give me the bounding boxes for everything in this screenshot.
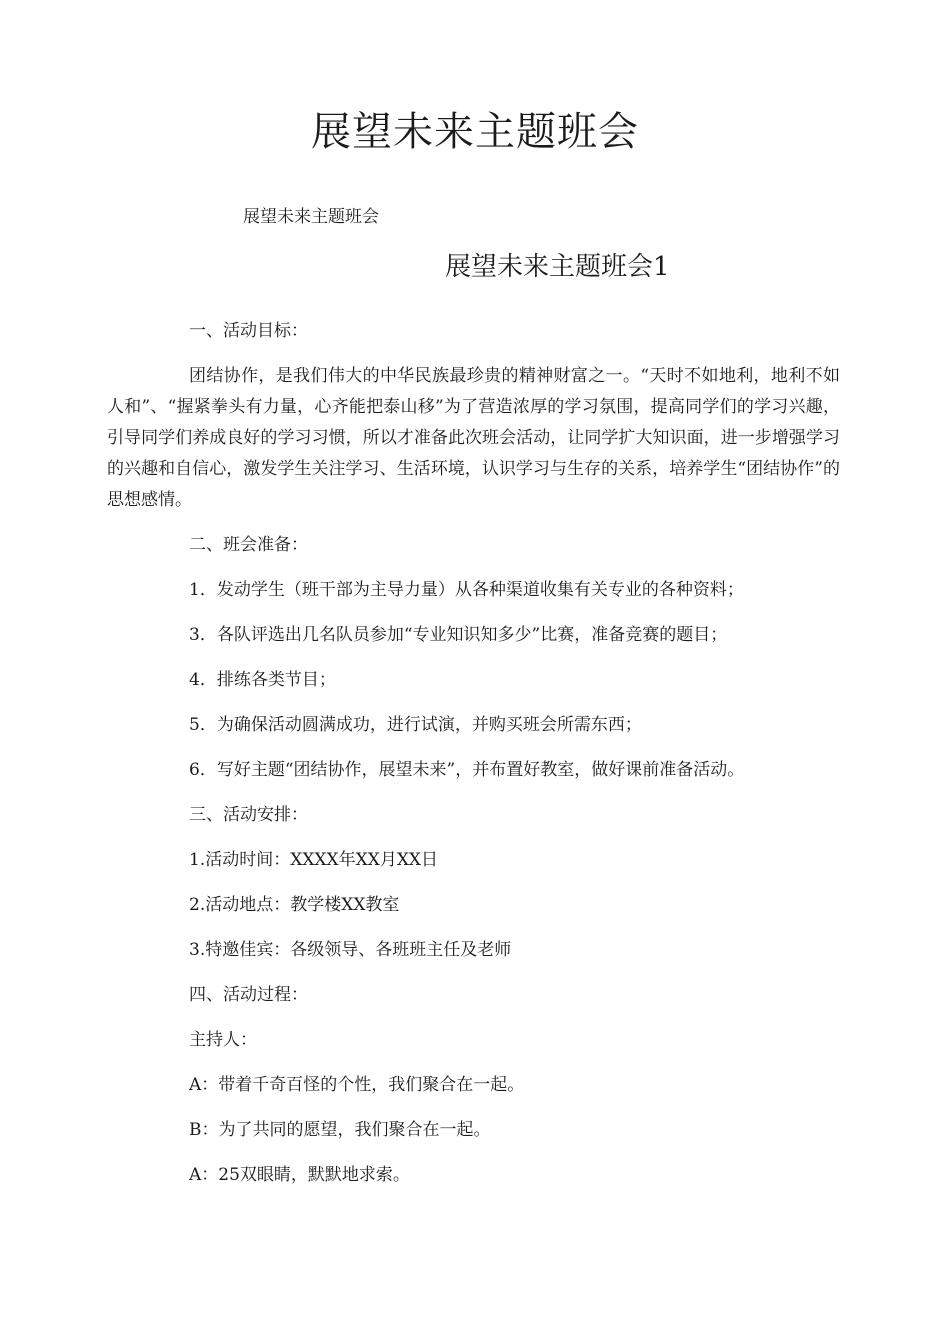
heading-activity-goal: 一、活动目标： [189,321,308,341]
dialogue-line: A：25双眼睛，默默地求索。 [189,1165,410,1185]
document-title: 展望未来主题班会 [311,109,639,155]
paragraph-goal-text: 团结协作，是我们伟大的中华民族最珍贵的精神财富之一。“天时不如地利，地利不如人和”、“握紧拳头有力量，心齐能把泰山移”为了营造浓厚的学习氛围，提高同学们的学习兴趣，引导同学们养成良好的学习习惯，所以才准备此次班会活动，让同学扩大知识面，进一步增强学习的兴趣和自信心，激发学生关注学习、生活环境，认识学习与生存的关系，培养学生“团结协作”的思想感情。 [107,366,840,510]
heading-preparation: 二、班会准备： [189,535,308,555]
heading-arrangement: 三、活动安排： [189,805,308,825]
list-item: 5．为确保活动圆满成功，进行试演，并购买班会所需东西； [189,715,642,735]
list-item: 4．排练各类节目； [189,670,336,690]
dialogue-line: A：带着千奇百怪的个性，我们聚合在一起。 [189,1075,525,1095]
document-subtitle: 展望未来主题班会 [243,207,379,227]
list-item: 1．发动学生（班干部为主导力量）从各种渠道收集有关专业的各种资料； [189,580,744,600]
document-body [107,316,840,1205]
list-item: 3.特邀佳宾：各级领导、各班班主任及老师 [189,940,512,960]
list-item: 3．各队评选出几名队员参加“专业知识知多少”比赛，准备竞赛的题目； [189,625,728,645]
heading-process: 四、活动过程： [189,985,308,1005]
list-item: 6．写好主题“团结协作，展望未来”，并布置好教室，做好课前准备活动。 [189,760,745,780]
host-label: 主持人： [189,1030,257,1050]
dialogue-line: B：为了共同的愿望，我们聚合在一起。 [189,1120,491,1140]
list-item: 2.活动地点：教学楼XX教室 [189,895,400,915]
list-item: 1.活动时间：XXXX年XX月XX日 [189,850,439,870]
section-heading: 展望未来主题班会1 [445,252,670,282]
